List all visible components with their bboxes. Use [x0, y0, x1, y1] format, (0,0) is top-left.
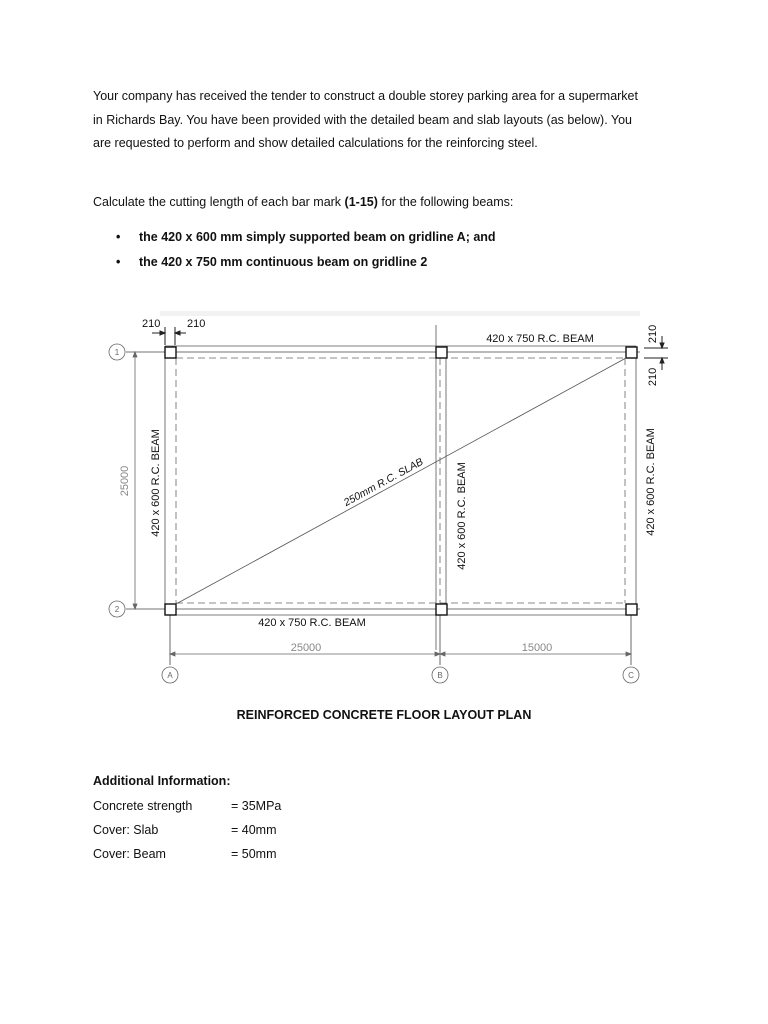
beam-label-bottom-left: 420 x 750 R.C. BEAM: [258, 617, 366, 629]
dim-top-left-b: 210: [187, 318, 206, 330]
slab-label: 250mm R.C. SLAB: [341, 455, 426, 509]
grid-label-a: A: [167, 671, 173, 680]
intro-line-2: in Richards Bay. You have been provided with the detailed beam and slab layouts (as below). You: [93, 112, 633, 127]
beam-label-middle: 420 x 600 R.C. BEAM: [456, 462, 468, 570]
bullet-text-1: the 420 x 600 mm simply supported beam on gridline A; and: [139, 230, 496, 244]
dim-ab: 25000: [290, 642, 322, 654]
figure-caption: REINFORCED CONCRETE FLOOR LAYOUT PLAN: [236, 708, 532, 722]
intro-paragraph: [93, 85, 693, 156]
info-label: Cover: Beam: [93, 847, 166, 861]
bullet-dot-icon: •: [116, 255, 121, 269]
vertical-dimension: [133, 352, 137, 609]
bullet-item-2: [116, 255, 427, 269]
bullet-dot-icon: •: [116, 230, 121, 244]
dim-right-bottom: 210: [647, 367, 659, 387]
beam-label-right: 420 x 600 R.C. BEAM: [645, 428, 657, 536]
beam-label-left: 420 x 600 R.C. BEAM: [150, 429, 162, 537]
grid-label-b: B: [437, 671, 443, 680]
bullet-item-1: [116, 230, 496, 244]
info-row-beam-cover: [93, 847, 277, 861]
grid-label-c: C: [628, 671, 634, 680]
info-label: Concrete strength: [93, 799, 193, 813]
task-range: (1-15): [344, 195, 378, 209]
intro-line-1: Your company has received the tender to construct a double storey parking area for a supermarket: [93, 89, 638, 103]
beam-label-top-right: 420 x 750 R.C. BEAM: [486, 333, 594, 345]
info-label: Cover: Slab: [93, 823, 159, 837]
dim-top-left-a: 210: [142, 318, 161, 330]
info-row-concrete: [93, 799, 281, 813]
task-suffix: for the following beams:: [377, 195, 514, 209]
horizontal-dimension: [170, 652, 631, 656]
floor-layout-plan: [0, 300, 768, 700]
grid-label-1: 1: [114, 348, 120, 357]
info-value: = 35MPa: [231, 799, 282, 813]
task-prefix: Calculate the cutting length of each bar mark: [93, 195, 345, 209]
info-value: = 50mm: [231, 847, 277, 861]
info-value: = 40mm: [231, 823, 277, 837]
dim-vertical: 25000: [119, 465, 131, 497]
beam-hidden-lines: [176, 358, 625, 603]
dim-bc: 15000: [521, 642, 553, 654]
grid-bubbles: [109, 344, 639, 683]
additional-info-title: Additional Information:: [93, 774, 231, 788]
intro-line-3: are requested to perform and show detailed calculations for the reinforcing steel.: [93, 136, 538, 150]
slab-diagonal: [176, 358, 626, 604]
info-row-slab-cover: [93, 823, 277, 837]
dim-right-top: 210: [647, 324, 659, 344]
bullet-text-2: the 420 x 750 mm continuous beam on gridline 2: [139, 255, 428, 269]
task-paragraph: [93, 191, 693, 215]
grid-label-2: 2: [114, 605, 120, 614]
